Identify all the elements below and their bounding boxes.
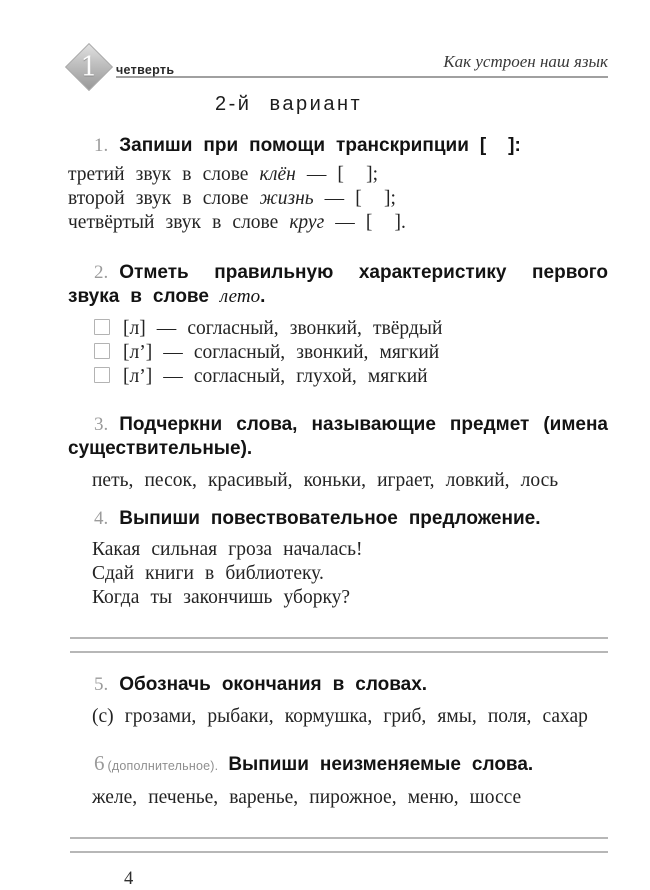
header-rule: [116, 44, 608, 78]
option-checkbox[interactable]: [94, 319, 110, 335]
task-2-heading-period: .: [260, 286, 266, 307]
task-4: [68, 507, 608, 610]
task-5-heading: [68, 673, 608, 697]
page-header: [68, 44, 608, 83]
quarter-badge-number: 1: [80, 51, 98, 83]
item-word-italic: жизнь: [259, 188, 314, 209]
quarter-badge-icon: [65, 43, 113, 91]
divider-line: [70, 837, 608, 839]
option-sound: [л’]: [123, 366, 153, 387]
task-5-number: 5.: [94, 674, 109, 695]
option-text: — согласный, глухой, мягкий: [163, 366, 428, 387]
task-3-number: 3.: [94, 414, 109, 435]
task-2: [68, 261, 608, 389]
task-4-number: 4.: [94, 508, 109, 529]
item-prefix: третий звук в слове: [68, 164, 249, 185]
item-word-italic: круг: [289, 212, 325, 233]
section-divider: [70, 837, 608, 853]
item-word-italic: клён: [259, 164, 296, 185]
task-4-heading-text: Выпиши повествовательное предложение.: [119, 508, 541, 529]
task-1-item: [68, 211, 608, 235]
variant-title: 2-й вариант: [215, 93, 363, 115]
option-row: [68, 365, 608, 389]
quarter-label: четверть: [116, 63, 175, 77]
task-6-number-note: (дополнительное).: [107, 759, 219, 773]
task-1-heading: [68, 134, 608, 158]
task-4-sentence: Какая сильная гроза началась!: [92, 539, 363, 560]
task-2-heading: [68, 261, 608, 309]
item-prefix: второй звук в слове: [68, 188, 249, 209]
item-suffix: — [ ].: [335, 212, 406, 233]
task-3: [68, 413, 608, 493]
option-text: — согласный, звонкий, твёрдый: [156, 318, 443, 339]
divider-line: [70, 637, 608, 639]
task-4-sentence: Когда ты закончишь уборку?: [92, 587, 351, 608]
option-row: [68, 317, 608, 341]
task-3-heading-text: Подчеркни слова, называющие предмет (имена существительные).: [68, 414, 608, 459]
option-sound: [л’]: [123, 342, 153, 363]
task-5-word-list: (с) грозами, рыбаки, кормушка, гриб, ямы, поля, сахар: [92, 706, 588, 727]
task-1: [68, 134, 608, 235]
task-1-item: [68, 163, 608, 187]
task-1-item: [68, 187, 608, 211]
divider-line: [70, 651, 608, 653]
task-1-number: 1.: [94, 135, 109, 156]
task-2-heading-word-italic: лето: [219, 286, 261, 307]
section-divider: [70, 637, 608, 653]
task-2-number: 2.: [94, 262, 109, 283]
task-6-word-list: желе, печенье, варенье, пирожное, меню, шоссе: [92, 787, 522, 808]
option-checkbox[interactable]: [94, 343, 110, 359]
item-suffix: — [ ];: [306, 164, 379, 185]
task-2-heading-text: Отметь правильную характеристику первого звука в слове: [68, 262, 608, 307]
task-4-sentence: Сдай книги в библиотеку.: [92, 563, 324, 584]
task-1-heading-text: Запиши при помощи транскрипции [ ]:: [119, 135, 521, 156]
option-sound: [л]: [123, 318, 146, 339]
running-title: Как устроен наш язык: [443, 52, 608, 71]
option-text: — согласный, звонкий, мягкий: [163, 342, 440, 363]
task-4-heading: [68, 507, 608, 531]
task-3-word-list: петь, песок, красивый, коньки, играет, ловкий, лось: [92, 470, 559, 491]
divider-line: [70, 851, 608, 853]
item-suffix: — [ ];: [324, 188, 396, 209]
task-6-number: 6: [94, 751, 105, 775]
task-5-heading-text: Обозначь окончания в словах.: [119, 674, 428, 695]
page-number: 4: [124, 869, 134, 889]
task-5: [68, 673, 608, 729]
item-prefix: четвёртый звук в слове: [68, 212, 279, 233]
task-6-heading: [68, 751, 608, 778]
task-6: [68, 751, 608, 810]
task-3-heading: [68, 413, 608, 461]
option-checkbox[interactable]: [94, 367, 110, 383]
task-6-heading-text: Выпиши неизменяемые слова.: [228, 754, 534, 775]
option-row: [68, 341, 608, 365]
